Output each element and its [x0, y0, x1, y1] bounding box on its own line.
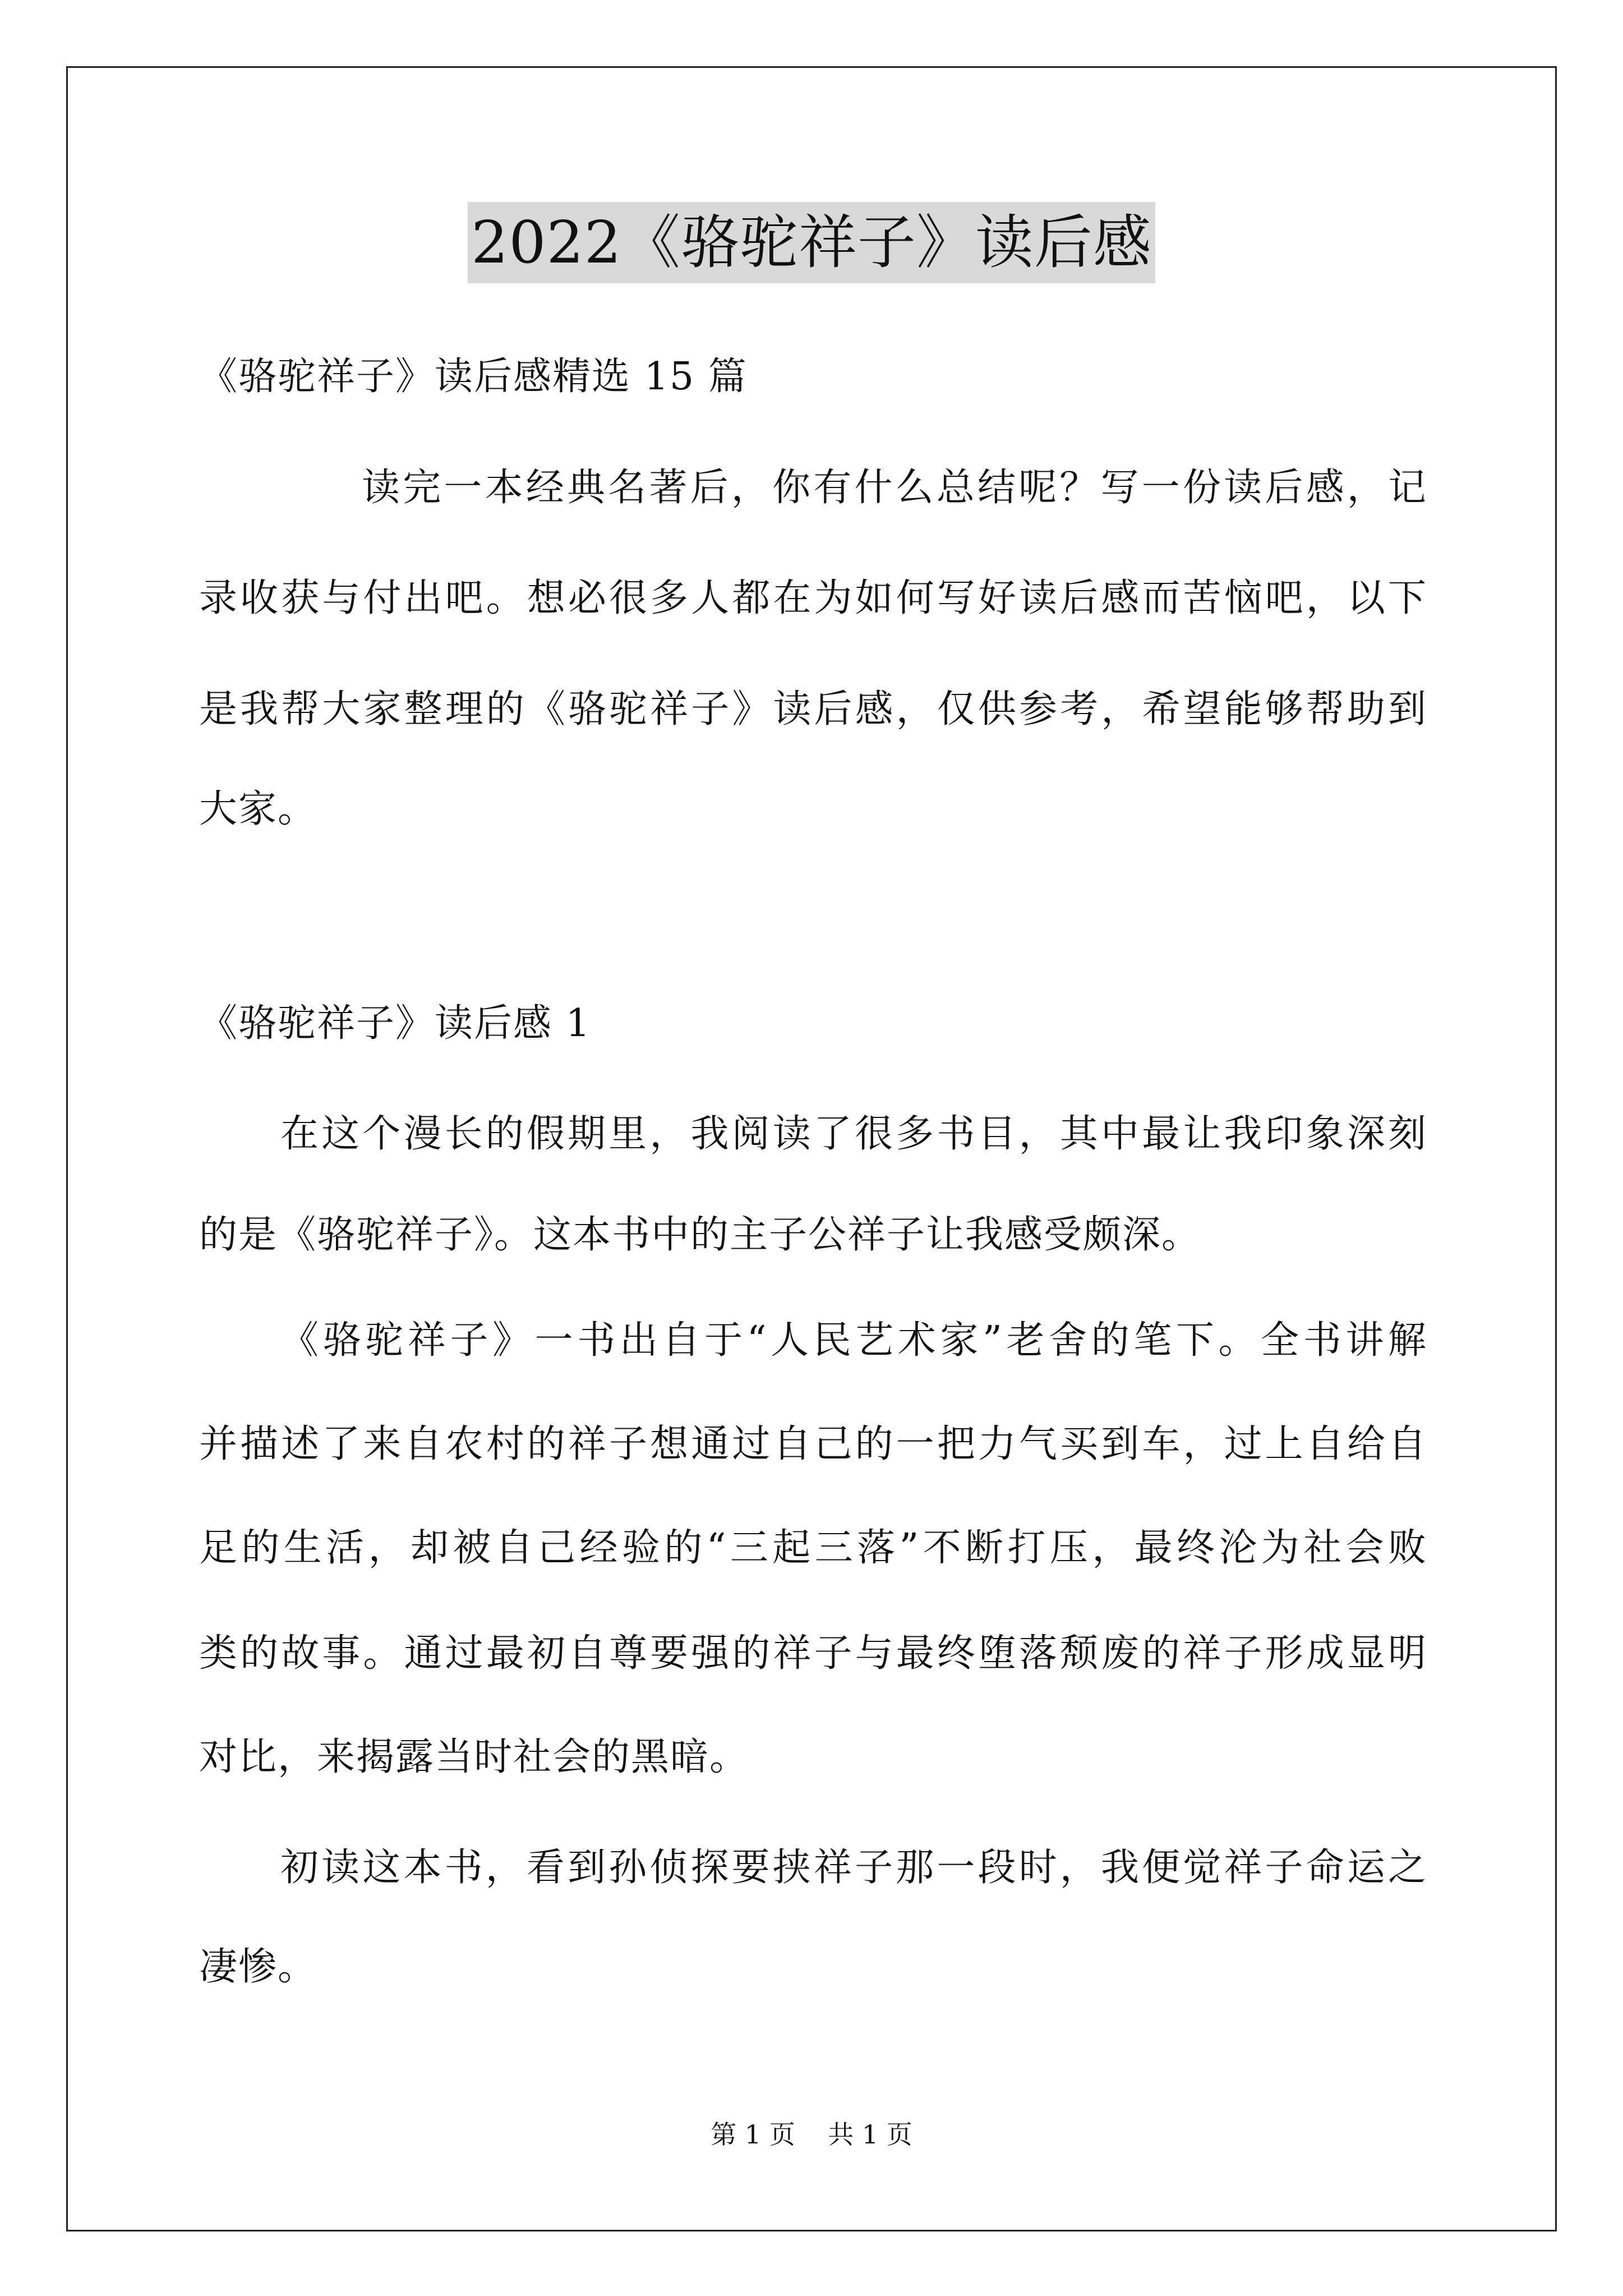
intro-line: 是我帮大家整理的《骆驼祥子》读后感，仅供参考，希望能够帮助到	[199, 687, 1427, 731]
page-footer: 第 1 页 共 1 页	[711, 2119, 912, 2150]
intro-line: 录收获与付出吧。想必很多人都在为如何写好读后感而苦恼吧，以下	[199, 576, 1427, 620]
body-line: 《骆驼祥子》一书出自于“人民艺术家”老舍的笔下。全书讲解	[280, 1318, 1427, 1363]
section-heading: 《骆驼祥子》读后感 1	[199, 1001, 591, 1046]
body-line: 类的故事。通过最初自尊要强的祥子与最终堕落颓废的祥子形成显明	[199, 1631, 1427, 1676]
intro-line: 读完一本经典名著后，你有什么总结呢？写一份读后感，记	[362, 466, 1427, 510]
title-container	[0, 202, 1623, 283]
intro-line: 大家。	[199, 787, 317, 831]
body-line: 凄惨。	[199, 1945, 317, 1989]
body-line: 对比，来揭露当时社会的黑暗。	[199, 1735, 749, 1779]
body-line: 并描述了来自农村的祥子想通过自己的一把力气买到车，过上自给自	[199, 1422, 1427, 1466]
body-line: 足的生活，却被自己经验的“三起三落”不断打压，最终沦为社会败	[199, 1526, 1427, 1570]
document-title: 2022《骆驼祥子》读后感	[468, 202, 1155, 283]
body-line: 初读这本书，看到孙侦探要挟祥子那一段时，我便觉祥子命运之	[280, 1846, 1427, 1890]
body-line: 的是《骆驼祥子》。这本书中的主子公祥子让我感受颇深。	[199, 1213, 1201, 1257]
document-subtitle: 《骆驼祥子》读后感精选 15 篇	[199, 355, 748, 399]
body-line: 在这个漫长的假期里，我阅读了很多书目，其中最让我印象深刻	[280, 1112, 1427, 1156]
